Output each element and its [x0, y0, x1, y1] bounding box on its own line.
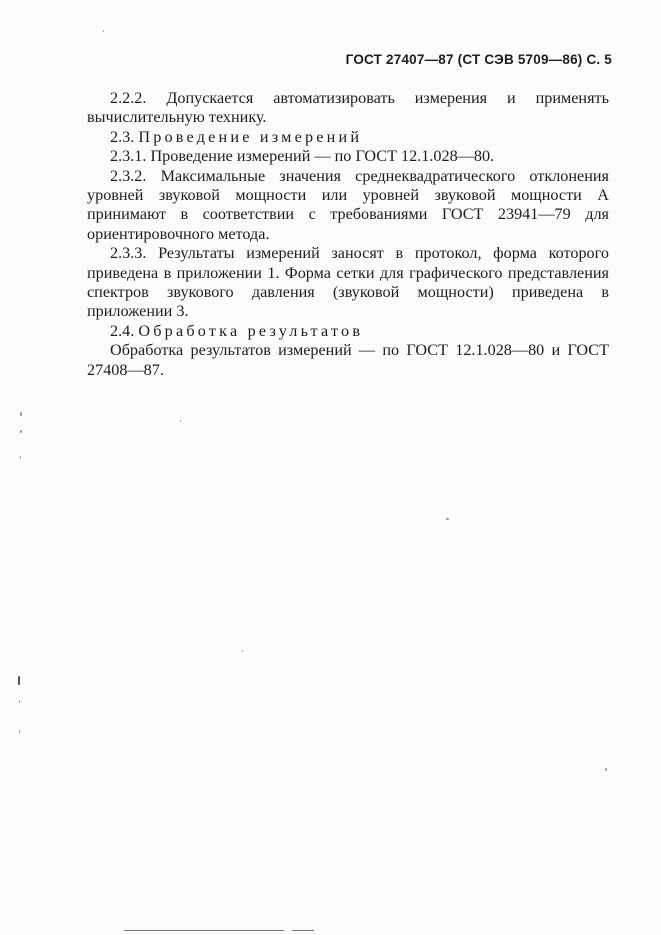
scan-speck [20, 456, 21, 459]
paragraph-2-3-1: 2.3.1. Проведение измерений — по ГОСТ 12.1.028—80. [110, 147, 495, 166]
section-heading-2-4 [87, 322, 609, 341]
section-heading-2-3 [87, 128, 609, 147]
scan-speck [180, 420, 181, 422]
footer-rule [124, 930, 284, 931]
scan-speck [446, 518, 449, 520]
section-title: Обработка результатов [138, 321, 364, 340]
scan-speck [19, 700, 20, 703]
paragraph-2-3-3: 2.3.3. Результаты измерений заносят в протокол, форма которого приведена в приложении 1. Форма сетки для графического представления спектров звукового давления (звуковой мощности) приведена в приложении 3. [87, 244, 609, 321]
scan-speck [20, 430, 22, 433]
section-number: 2.3. [110, 127, 135, 146]
footer-rule [292, 930, 314, 931]
paragraph-2-3-2: 2.3.2. Максимальные значения среднеквадратического отклонения уровней звуковой мощности или уровней звуковой мощности A принимают в соответствии с требованиями ГОСТ 23941—79 для ориентировочного метода. [87, 166, 609, 243]
scan-speck [605, 768, 607, 771]
scan-speck [20, 412, 22, 416]
document-body [87, 89, 609, 380]
section-number: 2.4. [110, 321, 135, 340]
scan-speck [19, 730, 20, 733]
page-header: ГОСТ 27407—87 (СТ СЭВ 5709—86) С. 5 [345, 52, 612, 67]
scan-speck [242, 650, 243, 652]
section-title: Проведение измерений [138, 127, 363, 146]
scan-speck [18, 676, 20, 685]
paragraph-2-4-body: Обработка результатов измерений — по ГОСТ 12.1.028—80 и ГОСТ 27408—87. [87, 341, 609, 379]
paragraph-2-2-2: 2.2.2. Допускается автоматизировать измерения и применять вычислительную технику. [87, 89, 609, 127]
scan-speck [103, 30, 104, 32]
